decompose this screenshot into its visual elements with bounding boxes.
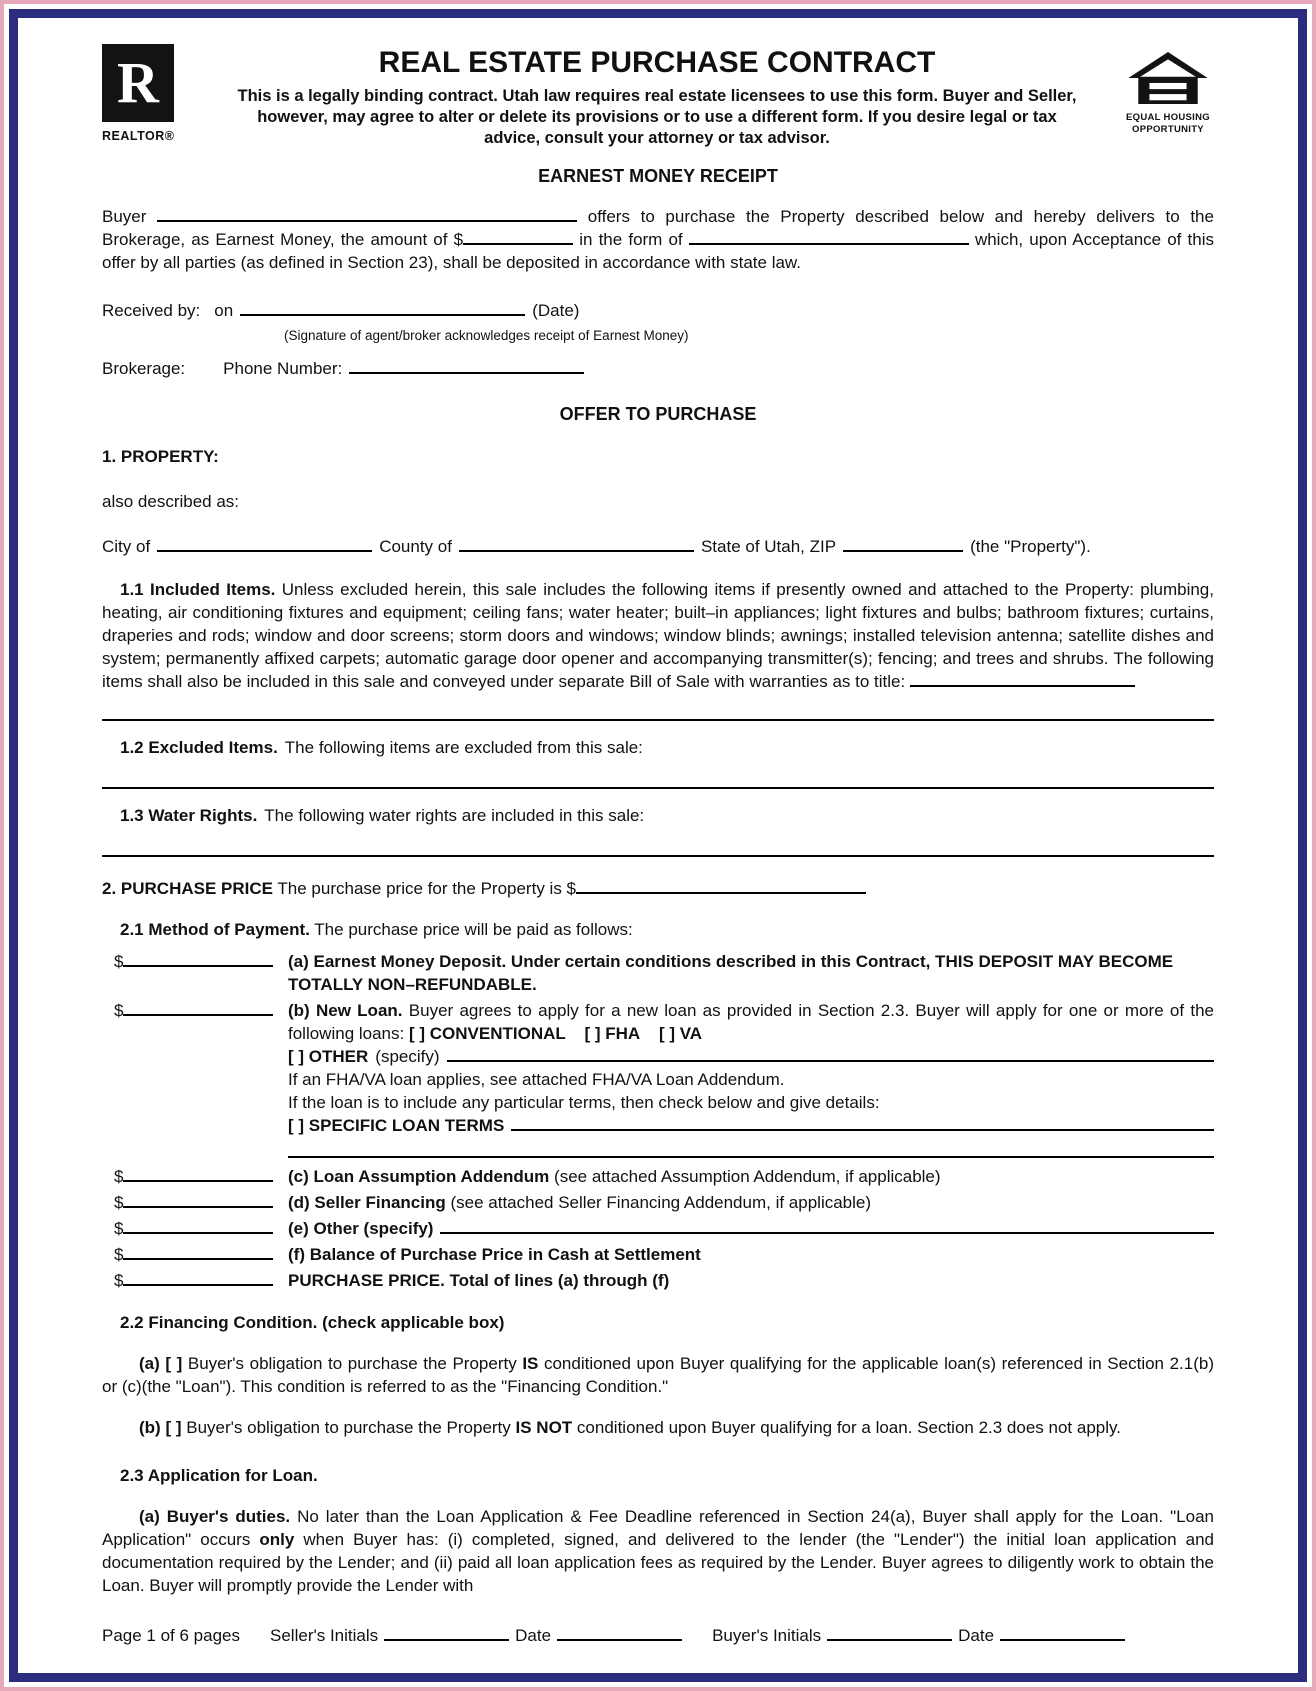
received-by-line [102,299,1214,322]
purchase-price-intro: The purchase price for the Property is $ [277,879,576,898]
received-date-field[interactable] [240,302,525,316]
realtor-logo-icon [102,44,174,122]
page-number: Page 1 of 6 pages [102,1626,241,1645]
method-of-payment-title: 2.1 Method of Payment. [120,920,310,939]
brokerage-label: Brokerage: [102,359,186,378]
offers-text: offers to purchase the Property described below and hereby delivers to the Brokerage, as Earnest Money, the amount of $ [102,207,1214,249]
payment-row-e [102,1217,1214,1240]
buyers-initials-field[interactable] [827,1627,952,1641]
property-suffix: (the "Property"). [970,537,1091,556]
buyers-duties-title: (a) Buyer's duties. [139,1507,291,1526]
legal-notice: This is a legally binding contract. Utah law requires real estate licensees to use this form. Buyer and Seller, however, may agree to alter or delete its provisions or to use a different form. If you desire legal or tax advice, consult your attorney or tax advisor. [237,87,1077,147]
payment-row-c [102,1165,1214,1188]
purchase-price-field[interactable] [576,880,866,894]
financing-b-is-not: IS NOT [515,1418,573,1437]
application-for-loan-title: 2.3 Application for Loan. [120,1466,318,1485]
buyers-duties-text2: when Buyer has: (i) completed, signed, and delivered to the lender (the "Lender") the initial loan application and documentation required by the Lender; and (ii) paid all loan application fees as required by the Lender. Buyer agrees to diligently work to obtain the Loan. Buyer will promptly provide the Lender with [102,1530,1215,1595]
realtor-letter: R [117,50,159,115]
earnest-money-heading: EARNEST MONEY RECEIPT [538,166,778,186]
financing-b-label: (b) [139,1418,161,1437]
financing-a-text1: Buyer's obligation to purchase the Property [187,1354,517,1373]
payment-row-d [102,1191,1214,1214]
page-footer [102,1606,1214,1647]
buyers-duties-only: only [259,1530,295,1549]
received-by-label: Received by: [102,301,201,320]
dollar-sign: $ [114,1219,124,1238]
also-described-label: also described as: [102,492,240,511]
earnest-amount-field[interactable] [463,231,573,245]
other-loan-line [288,1045,1214,1068]
seller-financing-title: (d) Seller Financing [288,1193,446,1212]
financing-condition-b-paragraph [102,1416,1214,1439]
seller-financing-text: (see attached Seller Financing Addendum, if applicable) [450,1193,872,1212]
excluded-items-continuation-field[interactable] [102,770,1214,789]
included-items-continuation-field[interactable] [102,702,1214,721]
buyers-duties-paragraph [102,1505,1214,1597]
financing-b-text1: Buyer's obligation to purchase the Property [186,1418,511,1437]
other-payment-specify-field[interactable] [440,1220,1214,1234]
financing-b-text2: conditioned upon Buyer qualifying for a loan. Section 2.3 does not apply. [576,1418,1121,1437]
financing-condition-title-line [102,1311,1214,1334]
method-of-payment-intro: The purchase price will be paid as follows: [314,920,633,939]
loan-assumption-amount-field[interactable] [123,1168,273,1182]
county-label: County of [379,537,452,556]
water-rights-title: 1.3 Water Rights. [120,806,258,825]
dollar-sign: $ [114,1245,124,1264]
conventional-loan-checkbox[interactable]: [ ] CONVENTIONAL [408,1024,566,1043]
loan-terms-note: If the loan is to include any particular terms, then check below and give details: [288,1093,880,1112]
included-items-body: Unless excluded herein, this sale includes the following items if presently owned and attached to the Property: plumbing, heating, air conditioning fixtures and equipment; ceiling fans; water heater; built–in appliances; light fixtures and bulbs; bathroom fixtures; curtains, draperies and rods; window and door screens; storm doors and windows; window blinds; awnings; installed television antenna; satellite dishes and system; permanently affixed carpets; automatic garage door opener and accompanying transmitter(s); fencing; and trees and shrubs. The following items shall also be included in this sale and conveyed under separate Bill of Sale with warranties as to title: [102,580,1214,691]
buyer-label: Buyer [102,207,147,226]
fha-loan-checkbox[interactable]: [ ] FHA [584,1024,641,1043]
other-loan-specify-field[interactable] [447,1048,1214,1062]
new-loan-title: (b) New Loan. [288,1001,403,1020]
other-loan-checkbox[interactable]: [ ] OTHER [288,1047,369,1066]
dollar-sign: $ [114,952,124,971]
earnest-money-paragraph [102,205,1214,274]
excluded-items-line [102,736,1214,759]
sellers-initials-label: Seller's Initials [270,1626,379,1645]
seller-financing-amount-field[interactable] [123,1194,273,1208]
zip-field[interactable] [843,538,963,552]
total-price-field[interactable] [123,1272,273,1286]
earnest-deposit-amount-field[interactable] [123,953,273,967]
dollar-sign: $ [114,1271,124,1290]
specify-label: (specify) [375,1047,440,1066]
new-loan-text: Buyer agrees to apply for a new loan as provided in Section 2.3. Buyer will apply for one or more of the following loans: [288,1001,1214,1043]
financing-a-checkbox[interactable]: [ ] [165,1354,183,1373]
included-items-title: 1.1 Included Items. [120,580,276,599]
county-field[interactable] [459,538,694,552]
sellers-date-label: Date [515,1626,552,1645]
header [102,44,1214,149]
specific-loan-terms-line [288,1114,1214,1137]
total-price-title: PURCHASE PRICE. Total of lines (a) through (f) [288,1271,670,1290]
page-title: REAL ESTATE PURCHASE CONTRACT [378,46,936,79]
contract-page [9,9,1307,1682]
property-line [102,445,1214,468]
signature-caption: (Signature of agent/broker acknowledges receipt of Earnest Money) [284,328,689,343]
specific-loan-terms-field[interactable] [511,1117,1214,1131]
dollar-sign: $ [114,1193,124,1212]
buyers-duties-text1: No later than the Loan Application & Fee Deadline referenced in Section 24(a), Buyer shall apply for the Loan. "Loan Application" occurs [102,1507,1214,1549]
realtor-label: REALTOR® [102,129,175,143]
application-for-loan-title-line [102,1464,1214,1487]
financing-a-text2: conditioned upon Buyer qualifying for the applicable loan(s) referenced in Section 2.1(b) or (c)(the "Loan"). This condition is referred to as the "Financing Condition." [102,1354,1214,1396]
financing-b-checkbox[interactable]: [ ] [165,1418,182,1437]
payment-row-f [102,1243,1214,1266]
state-zip-label: State of Utah, ZIP [700,537,837,556]
acceptance-text: which, upon Acceptance of this offer by all parties (as defined in Section 23), shall be deposited in accordance with state law. [102,230,1214,272]
property-label: 1. PROPERTY: [102,447,219,466]
sellers-date-field[interactable] [557,1627,682,1641]
balance-title: (f) Balance of Purchase Price in Cash at Settlement [288,1245,701,1264]
equal-housing-logo [1122,44,1214,135]
payment-row-b [102,999,1214,1162]
also-described-line [102,490,1214,513]
earnest-deposit-text: (a) Earnest Money Deposit. Under certain conditions described in this Contract, THIS DEPOSIT MAY BECOME TOTALLY NON–REFUNDABLE. [288,952,1174,994]
payment-row-total [102,1269,1214,1292]
equal-housing-label [1122,112,1214,135]
fha-va-note: If an FHA/VA loan applies, see attached FHA/VA Loan Addendum. [288,1070,785,1089]
loan-assumption-title: (c) Loan Assumption Addendum [288,1167,550,1186]
new-loan-amount-field[interactable] [123,1002,273,1016]
va-loan-checkbox[interactable]: [ ] VA [658,1024,703,1043]
other-payment-title: (e) Other (specify) [288,1219,434,1238]
city-label: City of [102,537,151,556]
city-field[interactable] [157,538,372,552]
header-center [192,44,1122,149]
city-county-line [102,535,1214,558]
included-items-field[interactable] [910,673,1135,687]
specific-loan-terms-continuation-field[interactable] [288,1137,1214,1158]
financing-condition-title: 2.2 Financing Condition. (check applicable box) [120,1313,505,1332]
buyers-initials-label: Buyer's Initials [712,1626,822,1645]
balance-amount-field[interactable] [123,1246,273,1260]
method-of-payment-line [102,918,1214,941]
offer-to-purchase-heading: OFFER TO PURCHASE [559,404,757,424]
dollar-sign: $ [114,1167,124,1186]
water-rights-line [102,804,1214,827]
equal-housing-house-icon [1128,52,1208,104]
buyers-date-label: Date [958,1626,995,1645]
other-amount-field[interactable] [123,1220,273,1234]
phone-number-field[interactable] [349,360,584,374]
payment-row-a [102,950,1214,996]
payment-form-field[interactable] [689,231,969,245]
buyer-name-field[interactable] [157,208,577,222]
specific-loan-terms-checkbox[interactable]: [ ] SPECIFIC LOAN TERMS [288,1116,505,1135]
included-items-paragraph [102,578,1214,693]
equal-housing-line2: OPPORTUNITY [1132,123,1204,135]
sellers-initials-field[interactable] [384,1627,509,1641]
buyers-date-field[interactable] [1000,1627,1125,1641]
phone-number-label: Phone Number: [223,359,343,378]
equal-housing-line1: EQUAL HOUSING [1126,112,1210,123]
brokerage-line [102,357,1214,380]
excluded-items-title: 1.2 Excluded Items. [120,738,278,757]
water-rights-body: The following water rights are included in this sale: [264,806,645,825]
purchase-price-line [102,877,1214,900]
excluded-items-body: The following items are excluded from this sale: [284,738,643,757]
financing-condition-a-paragraph [102,1352,1214,1398]
on-label: on [214,301,234,320]
form-of-text: in the form of [579,230,683,249]
dollar-sign: $ [114,1001,124,1020]
purchase-price-title: 2. PURCHASE PRICE [102,879,273,898]
realtor-logo [102,44,192,148]
water-rights-continuation-field[interactable] [102,838,1214,857]
date-label: (Date) [532,301,580,320]
loan-assumption-text: (see attached Assumption Addendum, if applicable) [554,1167,941,1186]
financing-a-label: (a) [139,1354,160,1373]
financing-a-is: IS [522,1354,539,1373]
